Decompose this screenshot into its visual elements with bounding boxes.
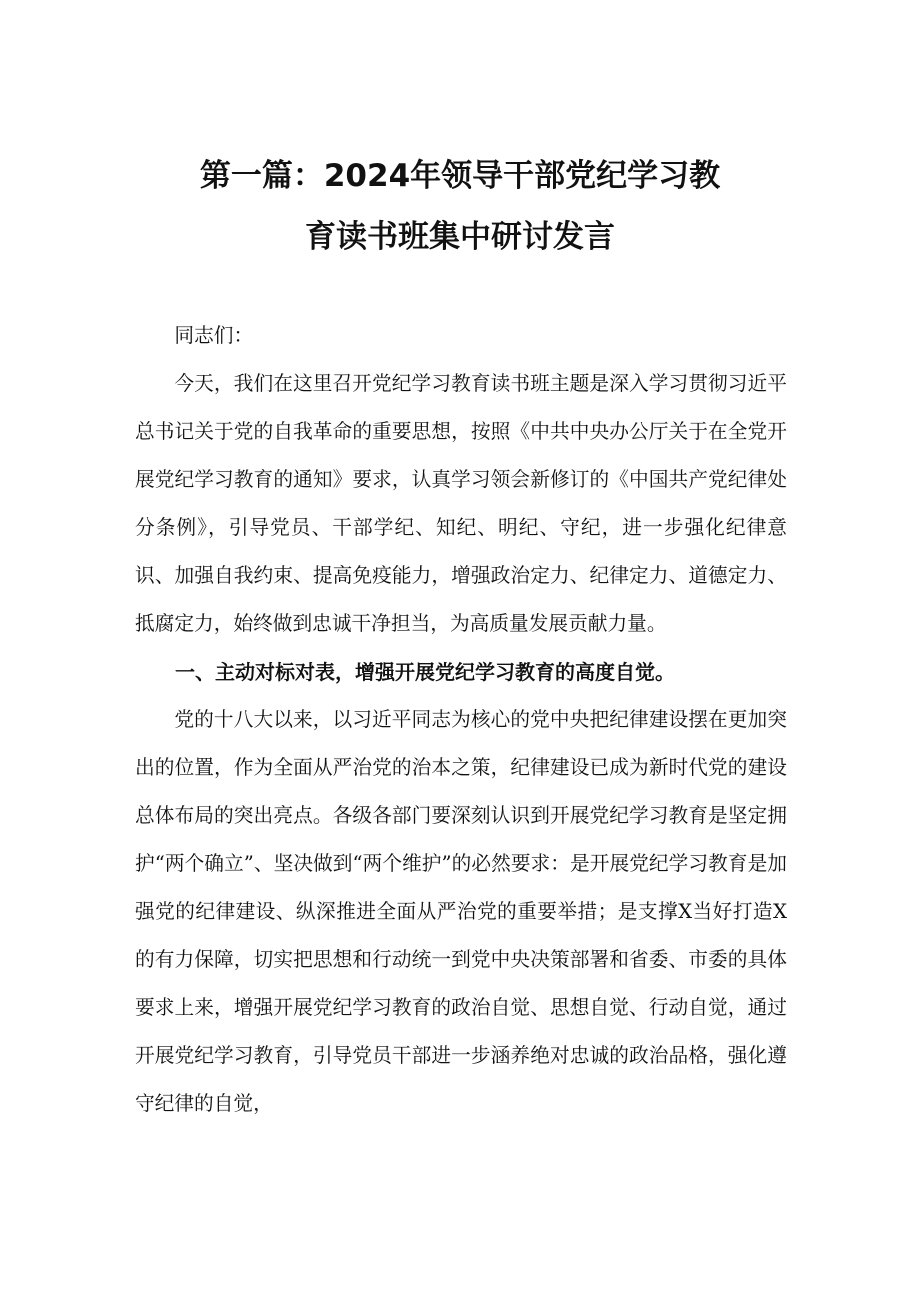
section-heading-1: 一、主动对标对表，增强开展党纪学习教育的高度自觉。	[175, 660, 675, 684]
paragraph-section-1: 党的十八大以来，以习近平同志为核心的党中央把纪律建设摆在更加突出的位置，作为全面从严治党的治本之策，纪律建设已成为新时代党的建设总体布局的突出亮点。各级各部门要深刻认识到开展党纪学习教育是坚定拥护“两个确立”、坚决做到“两个维护”的必然要求：是开展党纪学习教育是加强党的纪律建设、纵深推进全面从严治党的重要举措；是支撑X当好打造X的有力保障，切实把思想和行动统一到党中央决策部署和省委、市委的具体要求上来，增强开展党纪学习教育的政治自觉、思想自觉、行动自觉，通过开展党纪学习教育，引导党员干部进一步涵养绝对忠诚的政治品格，强化遵守纪律的自觉，	[135, 708, 787, 1115]
document-body	[135, 312, 787, 1128]
document-title-line-1: 第一篇：2024年领导干部党纪学习教	[199, 158, 721, 194]
paragraph-intro: 今天，我们在这里召开党纪学习教育读书班主题是深入学习贯彻习近平总书记关于党的自我革命的重要思想，按照《中共中央办公厅关于在全党开展党纪学习教育的通知》要求，认真学习领会新修订的《中国共产党纪律处分条例》，引导党员、干部学纪、知纪、明纪、守纪，进一步强化纪律意识、加强自我约束、提高免疫能力，增强政治定力、纪律定力、道德定力、抵腐定力，始终做到忠诚干净担当，为高质量发展贡献力量。	[135, 372, 787, 635]
document-title-line-2: 育读书班集中研讨发言	[305, 219, 615, 255]
salutation: 同志们：	[174, 324, 254, 347]
